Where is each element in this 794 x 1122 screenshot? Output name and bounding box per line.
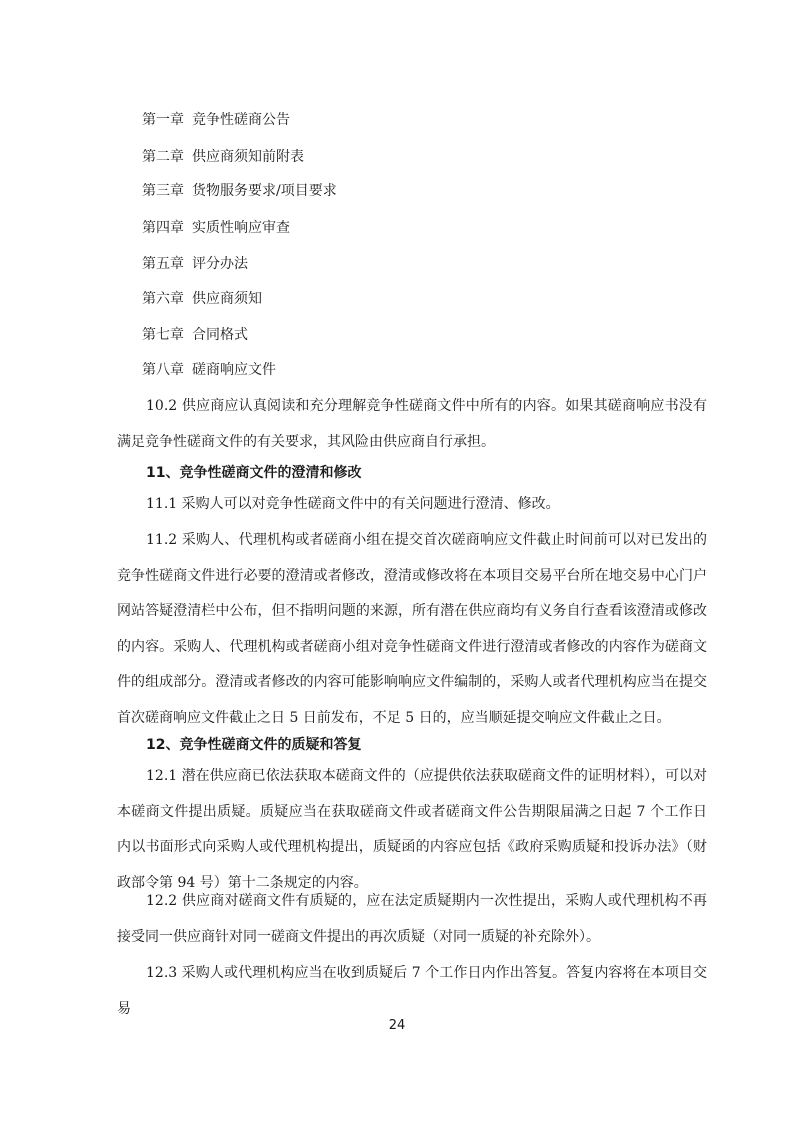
toc-chapter: 第四章 (142, 220, 184, 236)
toc-chapter: 第三章 (142, 183, 184, 199)
toc-chapter: 第五章 (142, 256, 184, 272)
toc-chapter: 第二章 (142, 149, 184, 165)
toc-chapter: 第八章 (142, 362, 184, 378)
paragraph-11-1: 11.1 采购人可以对竞争性磋商文件中的有关问题进行澄清、修改。 (146, 496, 560, 512)
toc-item (142, 290, 262, 308)
toc-title: 货物服务要求/项目要求 (192, 183, 337, 199)
toc-title: 评分办法 (192, 256, 248, 272)
toc-item (142, 361, 276, 379)
section-heading-11: 11、竞争性磋商文件的澄清和修改 (146, 465, 362, 481)
paragraph-12-2: 12.2 供应商对磋商文件有质疑的，应在法定质疑期内一次性提出，采购人或代理机构不再接受同一供应商针对同一磋商文件提出的再次质疑（对同一质疑的补充除外）。 (117, 893, 707, 945)
paragraph-12-3: 12.3 采购人或代理机构应当在收到质疑后 7 个工作日内作出答复。答复内容将在本项目交易 (117, 965, 707, 1017)
page-number: 24 (388, 1018, 406, 1033)
toc-title: 磋商响应文件 (192, 362, 276, 378)
paragraph-11-2: 11.2 采购人、代理机构或者磋商小组在提交首次磋商响应文件截止时间前可以对已发出的竞争性磋商文件进行必要的澄清或者修改，澄清或修改将在本项目交易平台所在地交易中心门户网站答疑澄清栏中公布，但不指明问题的来源，所有潜在供应商均有义务自行查看该澄清或修改的内容。采购人、代理机构或者磋商小组对竞争性磋商文件进行澄清或者修改的内容作为磋商文件的组成部分。澄清或者修改的内容可能影响响应文件编制的，采购人或者代理机构应当在提交首次磋商响应文件截止之日 5 日前发布，不足 5 日的，应当顺延提交响应文件截止之日。 (117, 532, 707, 726)
toc-chapter: 第一章 (142, 112, 184, 128)
toc-item (142, 219, 290, 237)
paragraph-12-1: 12.1 潜在供应商已依法获取本磋商文件的（应提供依法获取磋商文件的证明材料），可以对本磋商文件提出质疑。质疑应当在获取磋商文件或者磋商文件公告期限届满之日起 7 个工作日内以书面形式向采购人或代理机构提出，质疑函的内容应包括《政府采购质疑和投诉办法》（财政部令第 94 号）第十二条规定的内容。 (117, 768, 707, 891)
section-heading-12: 12、竞争性磋商文件的质疑和答复 (146, 737, 362, 753)
paragraph-10-2: 10.2 供应商应认真阅读和充分理解竞争性磋商文件中所有的内容。如果其磋商响应书没有满足竞争性磋商文件的有关要求，其风险由供应商自行承担。 (117, 398, 707, 450)
toc-title: 供应商须知 (192, 291, 262, 307)
toc-item (142, 148, 304, 166)
toc-chapter: 第六章 (142, 291, 184, 307)
toc-title: 合同格式 (192, 327, 248, 343)
toc-item (142, 326, 248, 344)
toc-item (142, 182, 337, 200)
toc-item (142, 255, 248, 273)
toc-title: 供应商须知前附表 (192, 149, 304, 165)
toc-title: 竞争性磋商公告 (192, 112, 290, 128)
toc-item (142, 111, 290, 129)
toc-chapter: 第七章 (142, 327, 184, 343)
toc-title: 实质性响应审查 (192, 220, 290, 236)
